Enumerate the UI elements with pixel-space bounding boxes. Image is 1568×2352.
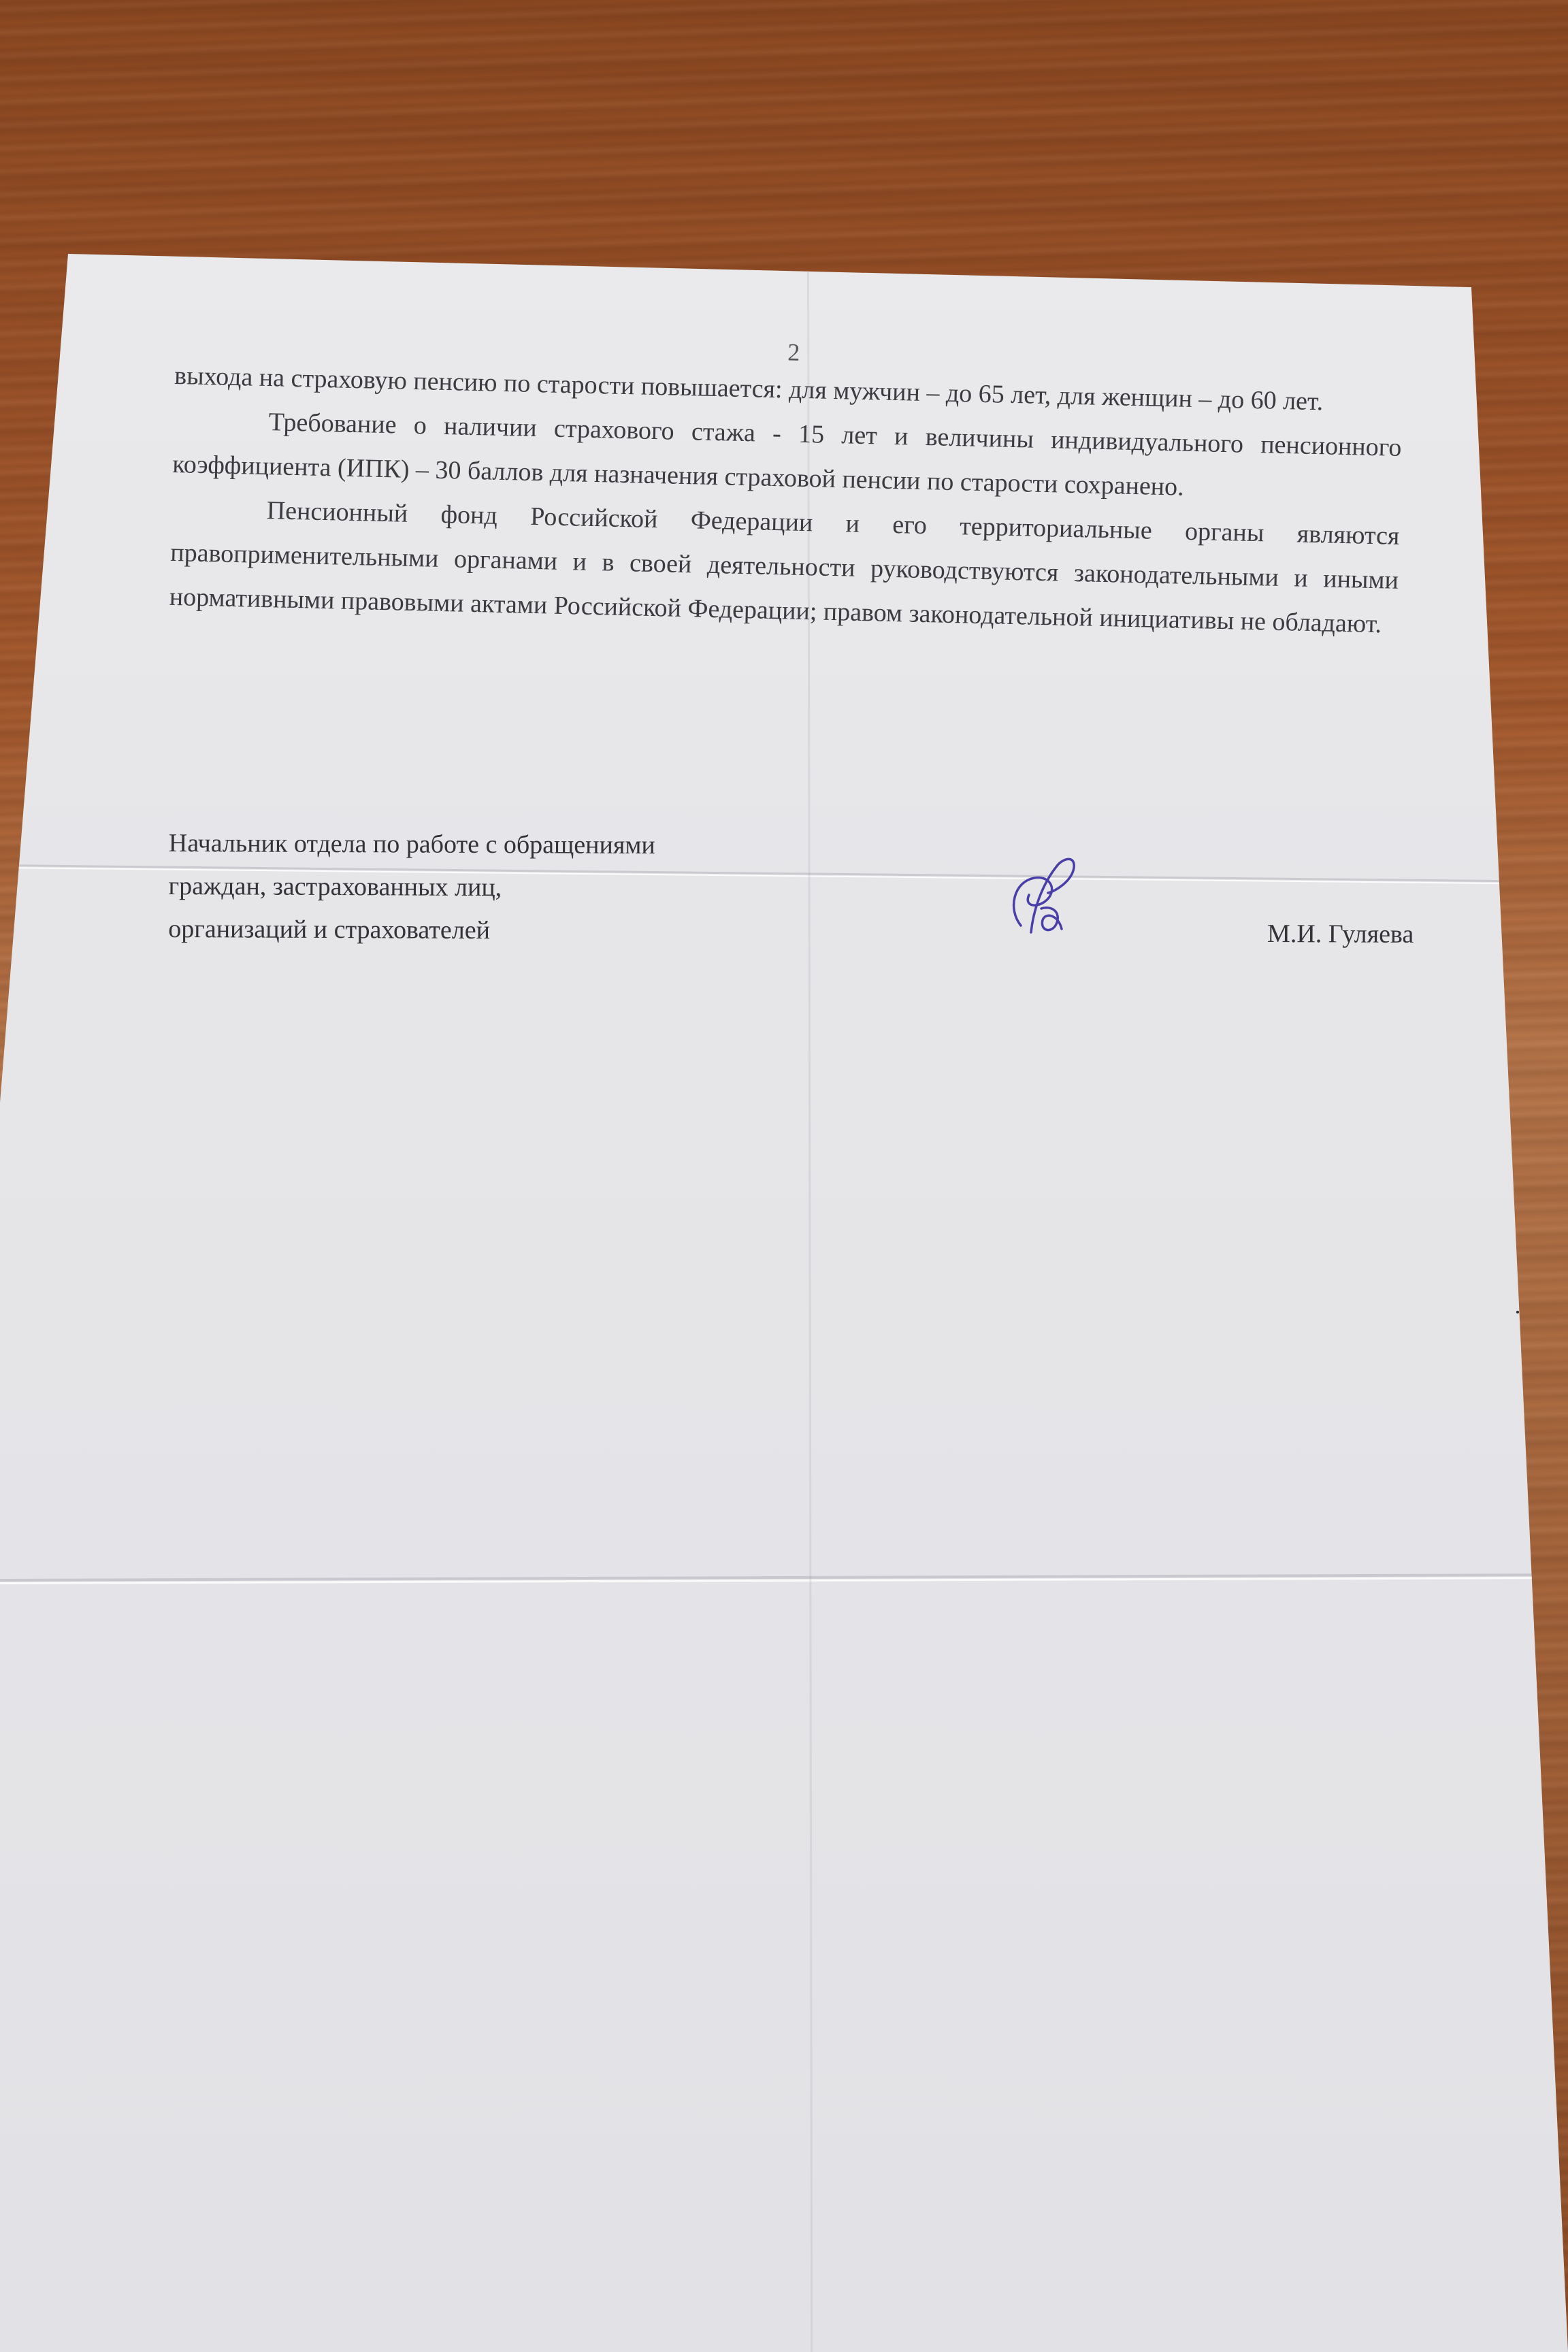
signatory-name: М.И. Гуляева	[1267, 919, 1414, 949]
signature-block	[168, 822, 1414, 956]
paragraph-retirement-age: выхода на страховую пенсию по старости повышается: для мужчин – до 65 лет, для женщин – до 60 лет.	[174, 361, 1324, 416]
paragraph-insurance-requirements: Требование о наличии страхового стажа - 15 лет и величины индивидуального пенсионного коэффициента (ИПК) – 30 баллов для назначения страховой пенсии по старости сохранено.	[172, 408, 1402, 502]
signatory-title-line-1: Начальник отдела по работе с обращениями	[168, 828, 655, 860]
paragraph-pension-fund-role: Пенсионный фонд Российской Федерации и его территориальные органы являются правоприменительными органами и в своей деятельности руководствуются законодательными и иными нормативными правовыми актами Российской Федерации; правом законодательной инициативы не обладают.	[169, 496, 1400, 639]
page-number: 2	[787, 338, 800, 366]
handwritten-signature-icon	[994, 844, 1089, 953]
signatory-title-line-3: организаций и страхователей	[168, 914, 491, 945]
signatory-title-line-2: граждан, застрахованных лиц,	[168, 871, 502, 902]
letter-body	[169, 325, 1403, 647]
ink-speck	[1516, 1311, 1519, 1313]
